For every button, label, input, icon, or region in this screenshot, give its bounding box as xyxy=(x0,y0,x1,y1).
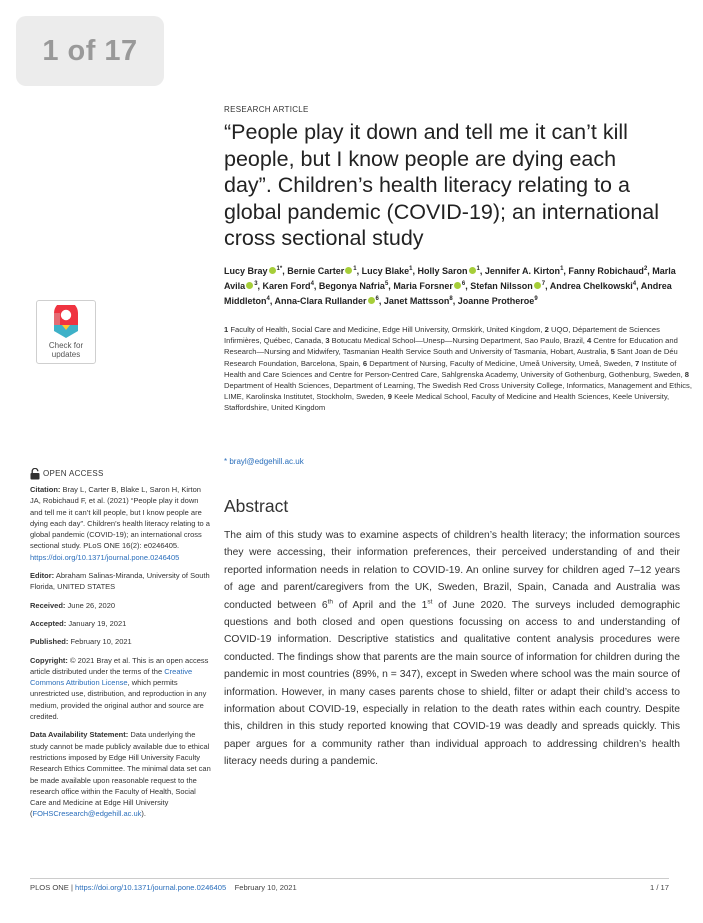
author-name: Andrea Middleton xyxy=(224,281,672,306)
author-name: Lucy Bray xyxy=(224,266,268,276)
affiliation-number: 2 xyxy=(544,325,549,334)
author-name: Anna-Clara Rullander xyxy=(274,296,367,306)
corresponding-email[interactable]: * brayl@edgehill.ac.uk xyxy=(224,457,304,466)
accepted-date: Accepted: January 19, 2021 xyxy=(30,618,127,628)
affiliation-text: Department of Nursing, Faculty of Medicine, Umeå University, Umeå, Sweden, xyxy=(367,358,635,368)
affiliation-number: 5 xyxy=(610,347,615,357)
affiliation-number: 6 xyxy=(362,358,368,368)
data-availability: Data Availability Statement: Data underlying the study cannot be made publicly available due to ethical restrictions imposed by Edge Hill University Faculty Research Ethics Committee. The minimal data set can be made available upon reasonable request to the research office within the Faculty of Health, Social Care and Medicine at Edge Hill University (FOHSCresearch@edgehill.ac.uk). xyxy=(30,730,211,819)
orcid-icon[interactable] xyxy=(246,282,253,289)
affiliation-number: 1 xyxy=(224,325,229,334)
author-list: Lucy Bray $^{1*}$, Bernie Carter $^1$, Lucy Blake$^1$, Holly Saron $^1$, Jennifer A. Kirton$^1$, Fanny Robichaud$^2$, Marla Avila $^3$, Karen Ford$^4$, Begonya Nafria$^5$, Maria Forsner $^6$, Stefan Nilsson $^7$, Andrea Chelkowski$^4$, Andrea Middleton$^4$, Anna-Clara Rullander $^6$, Janet Mattsson$^8$, Joanne Protheroe$^9$ xyxy=(224,266,676,306)
affiliation-text: Faculty of Health, Social Care and Medicine, Edge Hill University, Ormskirk, United Kingdom, xyxy=(228,325,545,334)
footer-date: February 10, 2021 xyxy=(234,883,297,892)
affiliation-number: 7 xyxy=(634,358,640,368)
orcid-icon[interactable] xyxy=(469,267,476,274)
orcid-icon[interactable] xyxy=(534,282,541,289)
orcid-icon[interactable] xyxy=(345,267,352,274)
affiliation-text: Keele Medical School, Faculty of Medicine and Health Sciences, Keele University, Staffordshire, United Kingdom xyxy=(224,392,670,413)
author-name: Bernie Carter xyxy=(287,266,345,276)
article-type-label: RESEARCH ARTICLE xyxy=(224,105,309,114)
page-footer: PLOS ONE | https://doi.org/10.1371/journal.pone.0246405 February 10, 2021 1 / 17 xyxy=(30,878,669,892)
affiliation-number: 9 xyxy=(387,392,392,402)
author-name: Fanny Robichaud xyxy=(568,266,644,276)
check-for-updates-badge[interactable] xyxy=(36,300,96,364)
article-info-sidebar xyxy=(30,468,212,827)
footer-doi-link[interactable]: https://doi.org/10.1371/journal.pone.0246405 xyxy=(75,883,227,892)
author-name: Begonya Nafria xyxy=(318,281,385,291)
abstract-heading: Abstract xyxy=(224,496,289,516)
orcid-icon[interactable] xyxy=(368,297,375,304)
affiliation-text: Sant Joan de Déu Research Foundation, Barcelona, Spain, xyxy=(224,347,678,368)
page-counter-badge: 1 of 17 xyxy=(16,16,164,86)
author-name: Karen Ford xyxy=(262,281,311,291)
published-date: Published: February 10, 2021 xyxy=(30,637,132,647)
orcid-icon[interactable] xyxy=(454,282,461,289)
research-email-link[interactable]: FOHSCresearch@edgehill.ac.uk xyxy=(32,809,142,819)
affiliation-text: Centre for Education and Research—Nursing and Midwifery, Tasmanian Health Service South and University of Tasmania, Hobart, Australia, xyxy=(224,336,678,357)
affiliation-number: 3 xyxy=(325,336,330,346)
author-name: Maria Forsner xyxy=(393,281,453,291)
crossmark-label: Check for updates xyxy=(48,341,84,359)
citation: Citation: Bray L, Carter B, Blake L, Saron H, Kirton JA, Robichaud F, et al. (2021) “People play it down and tell me it can’t kill people, but I know people are dying each day”. Children’s health literacy relating to a global pandemic (COVID-19); an international cross sectional study. PLoS ONE 16(2): e0246405. https://doi.org/10.1371/journal.pone.0246405 xyxy=(30,485,210,562)
article-title: “People play it down and tell me it can’t kill people, but I know people are dying each day”. Children’s health literacy relating to a global pandemic (COVID-19); an international cross sectional study xyxy=(224,120,660,251)
author-name: Holly Saron xyxy=(417,266,468,276)
copyright: Copyright: © 2021 Bray et al. This is an open access article distributed under the terms of the Creative Commons Attribution License, which permits unrestricted use, distribution, and reproduction in any medium, provided the original author and source are credited. xyxy=(30,655,209,722)
license-link[interactable]: Creative Commons Attribution License xyxy=(30,666,193,688)
author-name: Stefan Nilsson xyxy=(470,281,533,291)
citation-doi-link[interactable]: https://doi.org/10.1371/journal.pone.0246405 xyxy=(30,552,180,562)
author-name: Janet Mattsson xyxy=(383,296,450,306)
affiliation-number: 4 xyxy=(587,336,592,346)
orcid-icon[interactable] xyxy=(269,267,276,274)
open-lock-icon xyxy=(30,468,40,480)
open-access-label: OPEN ACCESS xyxy=(30,468,212,480)
author-name: Jennifer A. Kirton xyxy=(484,266,561,276)
affiliations xyxy=(224,324,694,414)
author-name: Joanne Protheroe xyxy=(457,296,535,306)
author-name: Andrea Chelkowski xyxy=(549,281,633,291)
received-date: Received: June 26, 2020 xyxy=(30,600,116,610)
crossmark-icon xyxy=(51,305,81,339)
affiliation-text: Institute of Health and Care Sciences and Centre for Person-Centred Care, Sahlgrenska Academy, University of Gothenburg, Gothenburg, Sweden, xyxy=(224,358,685,379)
abstract-body: The aim of this study was to examine aspects of children’s health literacy; the information sources they were accessing, their information preferences, their perceived understanding of and their reported information needs in relation to COVID-19. An online survey for children aged 7–12 years of age and parent/caregivers from the UK, Sweden, Brazil, Spain, Canada and Australia was conducted between 6th of April and the 1st of June 2020. The surveys included demographic questions and both closed and open questions focussing on access to and understanding of COVID-19 information. Descriptive statistics and qualitative content analysis procedures were conducted. The findings show that parents are the main source of information for children during the pandemic in most countries (89%, n = 347), except in Sweden where school was the main source of information. However, in many cases parents chose to shield, filter or adapt their child’s access to information about COVID-19, especially in relation to the death rates within each country. Despite this, children in this study reported knowing that COVID-19 was deadly and spreads quickly. This paper argues for a community rather than individual approach to addressing children’s health literacy needs during a pandemic. xyxy=(224,530,680,768)
author-name: Marla Avila xyxy=(224,266,676,291)
affiliation-number: 8 xyxy=(684,369,690,379)
footer-page-number: 1 / 17 xyxy=(650,883,669,892)
affiliation-text: Department of Health Sciences, Department of Learning, The Swedish Red Cross University College, Informatics, Management and Ethics, LIME, Karolinska Institutet, Stockholm, Sweden, xyxy=(224,381,692,402)
affiliation-text: Botucatu Medical School—Unesp—Nursing Department, Sao Paulo, Brazil, xyxy=(329,336,588,346)
journal-name: PLOS ONE xyxy=(30,883,69,892)
editor: Editor: Abraham Salinas-Miranda, University of South Florida, UNITED STATES xyxy=(30,571,210,592)
affiliation-text: UQO, Département de Sciences Infirmières, Québec, Canada, xyxy=(224,325,660,346)
author-name: Lucy Blake xyxy=(361,266,410,276)
